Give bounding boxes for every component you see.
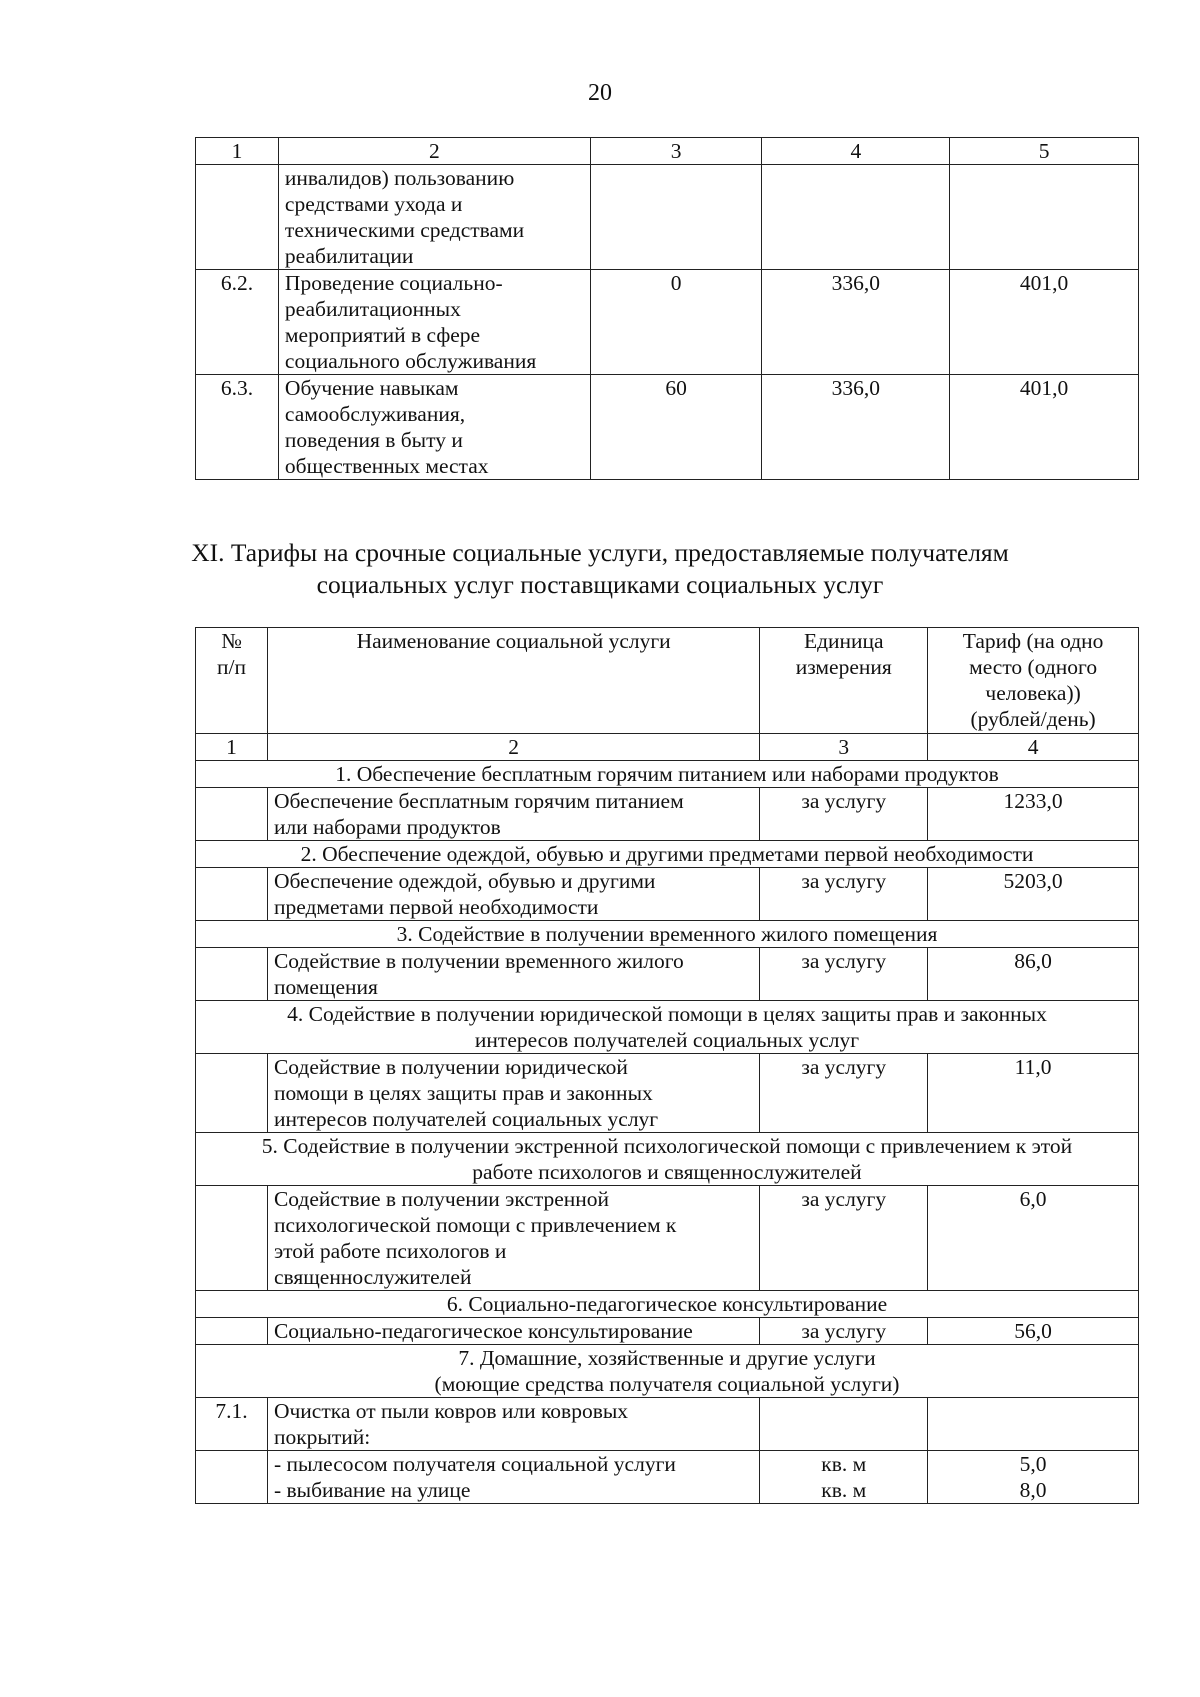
value-cell: 0 <box>590 270 762 375</box>
tariff-cell: 6,0 <box>928 1186 1139 1291</box>
text-line: покрытий: <box>273 1425 371 1449</box>
text-line: 7. Домашние, хозяйственные и другие услуги <box>458 1346 876 1370</box>
text-line: Содействие в получении временного жилого <box>273 949 684 973</box>
text-line: Тариф (на одно <box>962 629 1104 653</box>
unit-cell: за услугу <box>760 1186 928 1291</box>
page-number: 20 <box>588 80 612 106</box>
col-number: 5 <box>950 138 1139 165</box>
col-number: 4 <box>762 138 950 165</box>
head-number <box>196 628 268 734</box>
value-cell: 401,0 <box>950 270 1139 375</box>
unit-cell: за услугу <box>760 788 928 841</box>
text-line: Обеспечение одеждой, обувью и другими <box>273 869 656 893</box>
table-row <box>196 948 1139 1001</box>
text-line: - пылесосом получателя социальной услуги <box>273 1452 676 1476</box>
text-line: помощи в целях защиты прав и законных <box>273 1081 653 1105</box>
col-number: 4 <box>928 734 1139 761</box>
section-row <box>196 921 1139 948</box>
section-title: 6. Социально-педагогическое консультирование <box>196 1291 1139 1318</box>
text-line: Обучение навыкам <box>284 376 459 400</box>
col-number: 2 <box>278 138 590 165</box>
table-row <box>196 1398 1139 1451</box>
text-line: кв. м <box>821 1452 867 1476</box>
row-number <box>196 1451 268 1504</box>
section-row <box>196 1291 1139 1318</box>
row-number <box>196 1318 268 1345</box>
text-line: интересов получателей социальных услуг <box>273 1107 659 1131</box>
tariff-cell: 86,0 <box>928 948 1139 1001</box>
text-line: Содействие в получении юридической <box>273 1055 628 1079</box>
text-line: Единица <box>803 629 884 653</box>
section-row <box>196 841 1139 868</box>
row-number <box>196 788 268 841</box>
col-number: 1 <box>196 734 268 761</box>
text-line: реабилитации <box>284 244 414 268</box>
value-cell <box>950 165 1139 270</box>
col-number: 3 <box>590 138 762 165</box>
text-line: интересов получателей социальных услуг <box>474 1028 860 1052</box>
section-row <box>196 1001 1139 1054</box>
section-title <box>196 1001 1139 1054</box>
table-row <box>196 165 1139 270</box>
text-line: или наборами продуктов <box>273 815 501 839</box>
text-line: техническими средствами <box>284 218 525 242</box>
text-line: самообслуживания, <box>284 402 466 426</box>
unit-cell: за услугу <box>760 1054 928 1133</box>
text-line: место (одного <box>969 655 1098 679</box>
section-title: 3. Содействие в получении временного жилого помещения <box>196 921 1139 948</box>
table-row <box>196 270 1139 375</box>
text-line: священнослужителей <box>273 1265 472 1289</box>
heading-line: социальных услуг поставщиками социальных услуг <box>316 570 884 599</box>
text-line: 5. Содействие в получении экстренной психологической помощи с привлечением к этой <box>261 1134 1073 1158</box>
heading-line: XI. Тарифы на срочные социальные услуги, предоставляемые получателям <box>191 538 1009 567</box>
section-row <box>196 1133 1139 1186</box>
value-cell: 336,0 <box>762 270 950 375</box>
section-title: 2. Обеспечение одеждой, обувью и другими предметами первой необходимости <box>196 841 1139 868</box>
row-number <box>196 868 268 921</box>
text-line: (рублей/день) <box>970 707 1096 731</box>
service-name <box>267 1054 759 1133</box>
service-name <box>267 868 759 921</box>
section-title: 1. Обеспечение бесплатным горячим питанием или наборами продуктов <box>196 761 1139 788</box>
service-name <box>267 1186 759 1291</box>
text-line: кв. м <box>821 1478 867 1502</box>
row-number <box>196 165 279 270</box>
section-row <box>196 1345 1139 1398</box>
text-line: этой работе психологов и <box>273 1239 507 1263</box>
tariff-cell: 56,0 <box>928 1318 1139 1345</box>
service-name: Социально-педагогическое консультирование <box>267 1318 759 1345</box>
row-number: 7.1. <box>196 1398 268 1451</box>
text-line: человека)) <box>985 681 1081 705</box>
row-number <box>196 948 268 1001</box>
unit-cell: за услугу <box>760 948 928 1001</box>
text-line: Обеспечение бесплатным горячим питанием <box>273 789 684 813</box>
text-line: психологической помощи с привлечением к <box>273 1213 677 1237</box>
section-title <box>196 1133 1139 1186</box>
service-name <box>278 270 590 375</box>
table-row <box>196 1451 1139 1504</box>
text-line: работе психологов и священнослужителей <box>472 1160 862 1184</box>
value-cell <box>590 165 762 270</box>
value-cell: 401,0 <box>950 375 1139 480</box>
table-head-row <box>196 628 1139 734</box>
row-number: 6.3. <box>196 375 279 480</box>
text-line: помещения <box>273 975 378 999</box>
text-line: средствами ухода и <box>284 192 463 216</box>
tariff-cell: 5203,0 <box>928 868 1139 921</box>
row-number <box>196 1186 268 1291</box>
tariff-table-continued <box>195 137 1139 480</box>
unit-cell: за услугу <box>760 868 928 921</box>
column-number-row <box>196 734 1139 761</box>
row-number <box>196 1054 268 1133</box>
col-number: 2 <box>267 734 759 761</box>
text-line: социального обслуживания <box>284 349 537 373</box>
col-number: 1 <box>196 138 279 165</box>
text-line: общественных местах <box>284 454 489 478</box>
service-name <box>278 165 590 270</box>
table-row <box>196 375 1139 480</box>
text-line: Очистка от пыли ковров или ковровых <box>273 1399 629 1423</box>
text-line: (моющие средства получателя социальной услуги) <box>434 1372 900 1396</box>
section-title <box>196 1345 1139 1398</box>
text-line: реабилитационных <box>284 297 461 321</box>
service-name <box>267 1451 759 1504</box>
col-number: 3 <box>760 734 928 761</box>
table-row <box>196 1318 1139 1345</box>
value-cell: 60 <box>590 375 762 480</box>
table-header-row <box>196 138 1139 165</box>
text-line: 4. Содействие в получении юридической помощи в целях защиты прав и законных <box>287 1002 1047 1026</box>
tariff-cell: 11,0 <box>928 1054 1139 1133</box>
unit-cell <box>760 1398 928 1451</box>
text-line: - выбивание на улице <box>273 1478 471 1502</box>
text-line: 8,0 <box>1019 1478 1047 1502</box>
text-line: мероприятий в сфере <box>284 323 481 347</box>
head-service-name: Наименование социальной услуги <box>267 628 759 734</box>
urgent-services-tariff-table <box>195 627 1139 1504</box>
text-line: № <box>221 629 242 653</box>
table-row <box>196 868 1139 921</box>
unit-cell: за услугу <box>760 1318 928 1345</box>
text-line: инвалидов) пользованию <box>284 166 515 190</box>
text-line: поведения в быту и <box>284 428 463 452</box>
value-cell <box>762 165 950 270</box>
service-name <box>267 788 759 841</box>
section-row <box>196 761 1139 788</box>
text-line: измерения <box>795 655 892 679</box>
text-line: предметами первой необходимости <box>273 895 599 919</box>
text-line: Проведение социально- <box>284 271 503 295</box>
section-heading <box>0 537 1200 601</box>
table-row <box>196 1186 1139 1291</box>
service-name <box>267 1398 759 1451</box>
text-line: 5,0 <box>1019 1452 1047 1476</box>
tariff-cell <box>928 1451 1139 1504</box>
text-line: Содействие в получении экстренной <box>273 1187 610 1211</box>
row-number: 6.2. <box>196 270 279 375</box>
service-name <box>278 375 590 480</box>
tariff-cell <box>928 1398 1139 1451</box>
tariff-cell: 1233,0 <box>928 788 1139 841</box>
head-tariff <box>928 628 1139 734</box>
value-cell: 336,0 <box>762 375 950 480</box>
service-name <box>267 948 759 1001</box>
unit-cell <box>760 1451 928 1504</box>
head-unit <box>760 628 928 734</box>
text-line: п/п <box>216 655 246 679</box>
table-row <box>196 1054 1139 1133</box>
table-row <box>196 788 1139 841</box>
